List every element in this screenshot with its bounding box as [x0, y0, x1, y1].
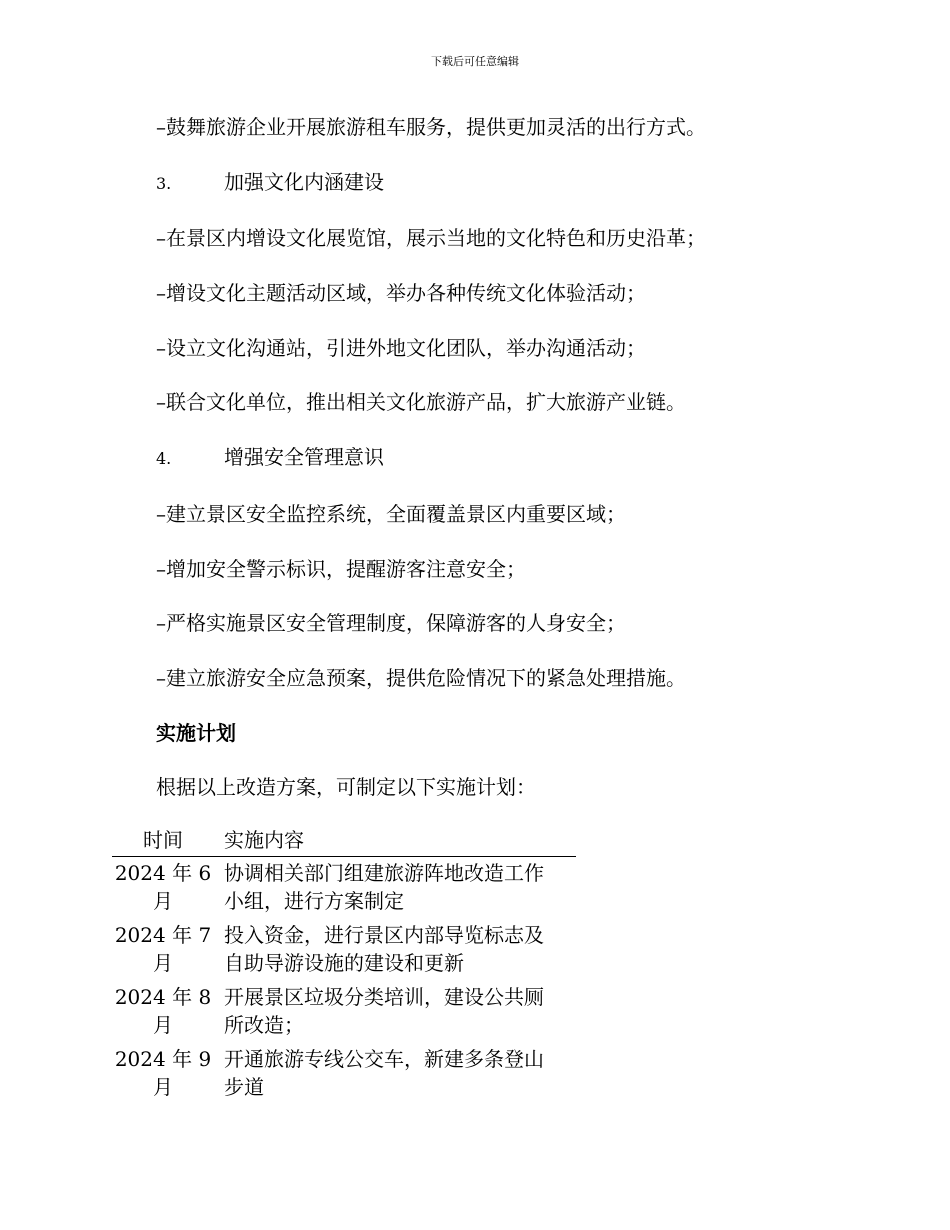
numbered-heading	[156, 167, 796, 199]
table-cell-content: 协调相关部门组建旅游阵地改造工作小组，进行方案制定	[224, 861, 544, 913]
paragraph: –建立旅游安全应急预案，提供危险情况下的紧急处理措施。	[156, 665, 686, 690]
section-heading: 实施计划	[156, 720, 236, 745]
paragraph: –在景区内增设文化展览馆，展示当地的文化特色和历史沿革；	[156, 226, 706, 251]
table-cell-content: 开通旅游专线公交车，新建多条登山步道	[224, 1047, 544, 1099]
table-cell-content: 开展景区垃圾分类培训，建设公共厕所改造；	[224, 985, 544, 1037]
table-row	[112, 919, 576, 981]
header-note: 下载后可任意编辑	[431, 55, 519, 68]
table-cell-content: 投入资金，进行景区内部导览标志及自助导游设施的建设和更新	[224, 923, 544, 975]
paragraph: –增加安全警示标识，提醒游客注意安全；	[156, 556, 526, 581]
table-header-row	[112, 826, 576, 857]
table-cell-time: 2024 年 7 月	[114, 923, 212, 975]
plan-table-wrapper	[112, 826, 576, 1105]
document-body	[156, 112, 796, 827]
table-header-content: 实施内容	[214, 826, 576, 857]
table-cell-time: 2024 年 8 月	[114, 985, 212, 1037]
paragraph: –建立景区安全监控系统，全面覆盖景区内重要区域；	[156, 501, 626, 526]
paragraph: –设立文化沟通站，引进外地文化团队，举办沟通活动；	[156, 335, 646, 360]
table-cell-time: 2024 年 9 月	[114, 1047, 212, 1099]
numbered-heading-text: 加强文化内涵建设	[224, 169, 384, 194]
numbered-heading	[156, 442, 796, 474]
paragraph: –鼓舞旅游企业开展旅游租车服务，提供更加灵活的出行方式。	[156, 115, 706, 139]
list-number: 3.	[156, 173, 172, 193]
table-row	[112, 857, 576, 920]
table-row	[112, 1043, 576, 1105]
paragraph: –严格实施景区安全管理制度，保障游客的人身安全；	[156, 611, 626, 636]
plan-table	[112, 826, 576, 1105]
section-intro: 根据以上改造方案，可制定以下实施计划：	[156, 775, 536, 800]
numbered-heading-text: 增强安全管理意识	[224, 445, 384, 470]
table-header-time: 时间	[112, 826, 214, 857]
table-row	[112, 981, 576, 1043]
paragraph: –联合文化单位，推出相关文化旅游产品，扩大旅游产业链。	[156, 390, 686, 415]
list-number: 4.	[156, 449, 172, 469]
table-cell-time: 2024 年 6 月	[114, 861, 212, 913]
paragraph: –增设文化主题活动区域，举办各种传统文化体验活动；	[156, 281, 646, 306]
